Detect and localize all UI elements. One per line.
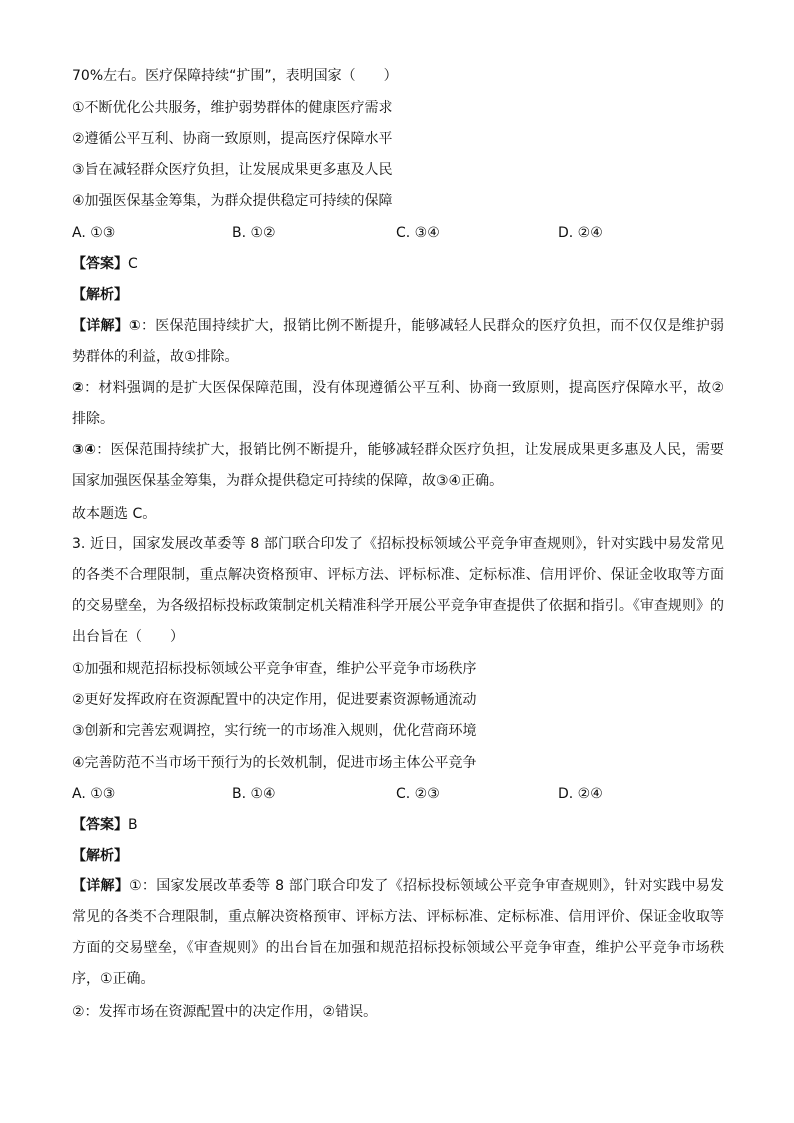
detail-tag: 【详解】	[72, 318, 129, 334]
q2-item-1: ①不断优化公共服务，维护弱势群体的健康医疗需求	[72, 100, 393, 116]
q3-item-2: ②更好发挥政府在资源配置中的决定作用，促进要素资源畅通流动	[72, 692, 477, 708]
q3-option-c: C. ②③	[396, 786, 440, 802]
q3-item-4: ④完善防范不当市场干预行为的长效机制，促进市场主体公平竞争	[72, 755, 477, 771]
q3-item-1: ①加强和规范招标投标领域公平竞争审查，维护公平竞争市场秩序	[72, 661, 477, 677]
q2-option-c: C. ③④	[396, 225, 440, 241]
detail-lead: ③④	[72, 442, 97, 458]
q2-detail-3	[72, 435, 724, 497]
q3-detail-1	[72, 871, 724, 995]
q3-option-d: D. ②④	[558, 786, 603, 802]
q2-option-d: D. ②④	[558, 225, 603, 241]
q3-option-a: A. ①③	[72, 786, 116, 802]
q2-stem-tail: 70%左右。医疗保障持续“扩围”，表明国家（ ）	[72, 68, 398, 84]
q2-conclusion: 故本题选 C。	[72, 506, 157, 522]
q3-item-3: ③创新和完善宏观调控，实行统一的市场准入规则，优化营商环境	[72, 723, 477, 739]
q2-item-3: ③旨在减轻群众医疗负担，让发展成果更多惠及人民	[72, 162, 393, 178]
q2-detail-1	[72, 311, 724, 373]
detail-tag: 【详解】	[72, 878, 130, 894]
detail-lead: ②	[72, 380, 85, 396]
answer-value: B	[128, 817, 138, 833]
q2-item-4: ④加强医保基金筹集，为群众提供稳定可持续的保障	[72, 193, 393, 209]
q3-detail-2: ②：发挥市场在资源配置中的决定作用，②错误。	[72, 1004, 378, 1020]
q2-option-a: A. ①③	[72, 225, 116, 241]
answer-value: C	[128, 256, 138, 272]
detail-lead: ①	[128, 318, 141, 334]
q2-answer	[72, 254, 138, 274]
q3-answer	[72, 815, 138, 835]
answer-tag: 【答案】	[72, 817, 128, 833]
q3-stem: 3. 近日，国家发展改革委等 8 部门联合印发了《招标投标领域公平竞争审查规则》，针对实践中易发常见的各类不合理限制，重点解决资格预审、评标方法、评标标准、定标标准、信用评价、保证金收取等方面的交易壁垒，为各级招标投标政策制定机关精准科学开展公平竞争审查提供了依据和指引。《审查规则》的出台旨在（ ）	[72, 536, 724, 645]
detail-text: ：材料强调的是扩大医保保障范围，没有体现遵循公平互利、协商一致原则，提高医疗保障水平，故②排除。	[72, 380, 724, 427]
q2-detail-2	[72, 373, 724, 435]
detail-text: ：医保范围持续扩大，报销比例不断提升，能够减轻人民群众的医疗负担，而不仅仅是维护弱势群体的利益，故①排除。	[72, 318, 725, 365]
q2-option-b: B. ①②	[232, 225, 276, 241]
q2-item-2: ②遵循公平互利、协商一致原则，提高医疗保障水平	[72, 131, 393, 147]
q3-analysis-tag: 【解析】	[72, 848, 128, 864]
q3-option-b: B. ①④	[232, 786, 276, 802]
detail-text: ：医保范围持续扩大，报销比例不断提升，能够减轻群众医疗负担，让发展成果更多惠及人民，需要国家加强医保基金筹集，为群众提供稳定可持续的保障，故③④正确。	[72, 442, 724, 489]
answer-tag: 【答案】	[72, 256, 128, 272]
q2-analysis-tag: 【解析】	[72, 287, 128, 303]
detail-text: ①：国家发展改革委等 8 部门联合印发了《招标投标领域公平竞争审查规则》，针对实践中易发常见的各类不合理限制，重点解决资格预审、评标方法、评标标准、定标标准、信用评价、保证金收取等方面的交易壁垒，《审查规则》的出台旨在加强和规范招标投标领域公平竞争审查，维护公平竞争市场秩序，①正确。	[72, 878, 725, 987]
